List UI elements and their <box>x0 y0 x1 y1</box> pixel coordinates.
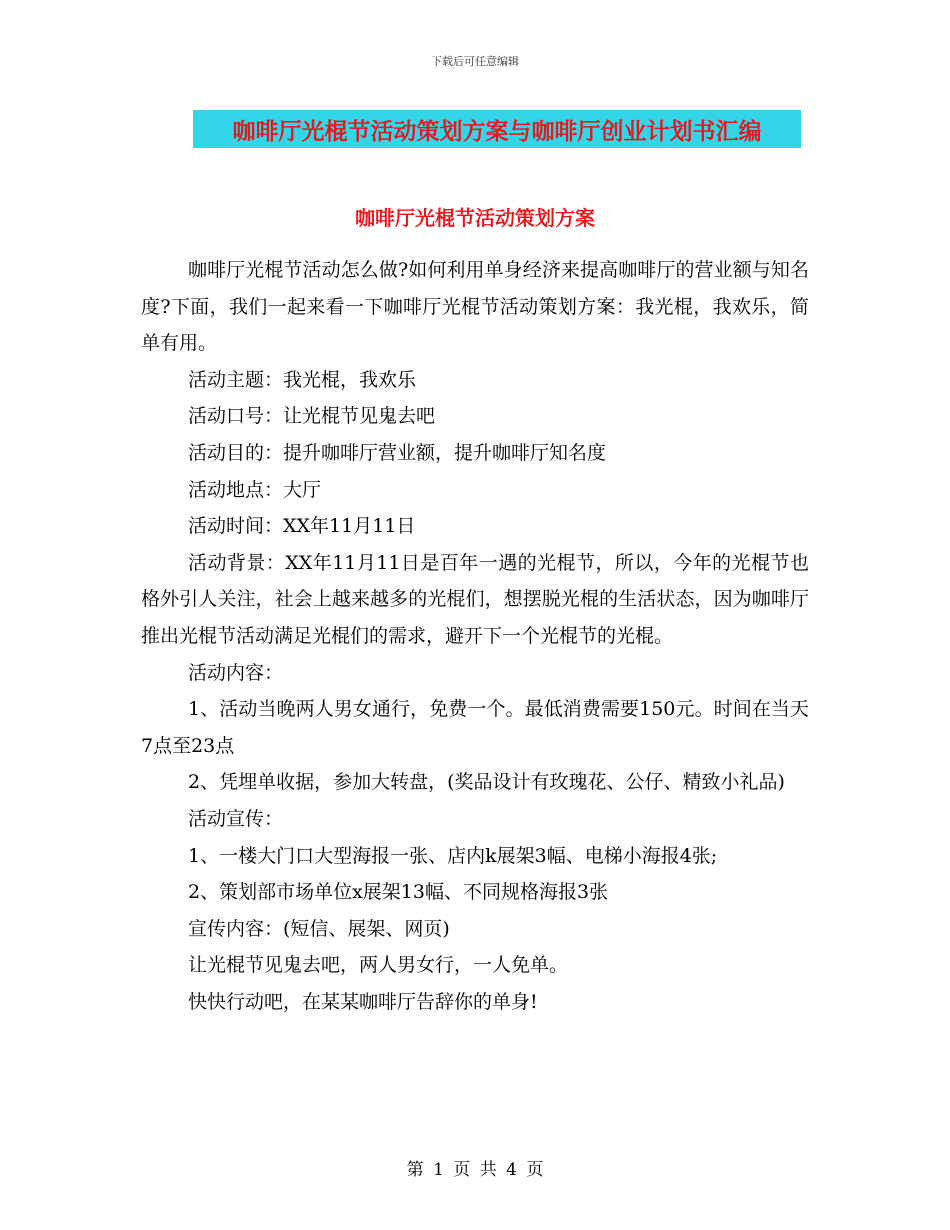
paragraph-content-heading: 活动内容： <box>188 661 284 684</box>
paragraph-purpose: 活动目的：提升咖啡厅营业额，提升咖啡厅知名度 <box>188 441 607 464</box>
paragraph-promo-content: 宣传内容：(短信、展架、网页) <box>188 917 450 940</box>
paragraph-background: 活动背景：XX年11月11日是百年一遇的光棍节，所以，今年的光棍节也格外引人关注，社会上越来越多的光棍们，想摆脱光棍的生活状态，因为咖啡厅推出光棍节活动满足光棍们的需求，避开下一个光棍节的光棍。 <box>141 551 809 647</box>
paragraph-time: 活动时间：XX年11月11日 <box>188 515 416 538</box>
paragraph-slogan: 活动口号：让光棍节见鬼去吧 <box>188 405 436 428</box>
paragraph-closing: 快快行动吧，在某某咖啡厅告辞你的单身! <box>188 990 538 1013</box>
paragraph-theme: 活动主题：我光棍，我欢乐 <box>188 368 417 391</box>
document-body <box>141 252 809 1020</box>
paragraph-content-1: 1、活动当晚两人男女通行，免费一个。最低消费需要150元。时间在当天7点至23点 <box>141 698 809 757</box>
paragraph-location: 活动地点：大厅 <box>188 478 322 501</box>
page-footer: 第 1 页 共 4 页 <box>406 1160 544 1180</box>
section-title: 咖啡厅光棍节活动策划方案 <box>355 206 595 230</box>
paragraph-content-2: 2、凭埋单收据，参加大转盘，(奖品设计有玫瑰花、公仔、精致小礼品) <box>188 771 785 794</box>
main-title: 咖啡厅光棍节活动策划方案与咖啡厅创业计划书汇编 <box>232 117 762 145</box>
paragraph-intro: 咖啡厅光棍节活动怎么做?如何利用单身经济来提高咖啡厅的营业额与知名度?下面，我们一起来看一下咖啡厅光棍节活动策划方案：我光棍，我欢乐，简单有用。 <box>141 259 809 355</box>
paragraph-promo-2: 2、策划部市场单位x展架13幅、不同规格海报3张 <box>188 881 609 904</box>
header-note: 下载后可任意编辑 <box>431 55 519 68</box>
paragraph-promo-slogan: 让光棍节见鬼去吧，两人男女行，一人免单。 <box>188 954 569 977</box>
main-title-highlight <box>193 110 801 148</box>
paragraph-promo-heading: 活动宣传： <box>188 807 284 830</box>
paragraph-promo-1: 1、一楼大门口大型海报一张、店内k展架3幅、电梯小海报4张; <box>188 844 718 867</box>
